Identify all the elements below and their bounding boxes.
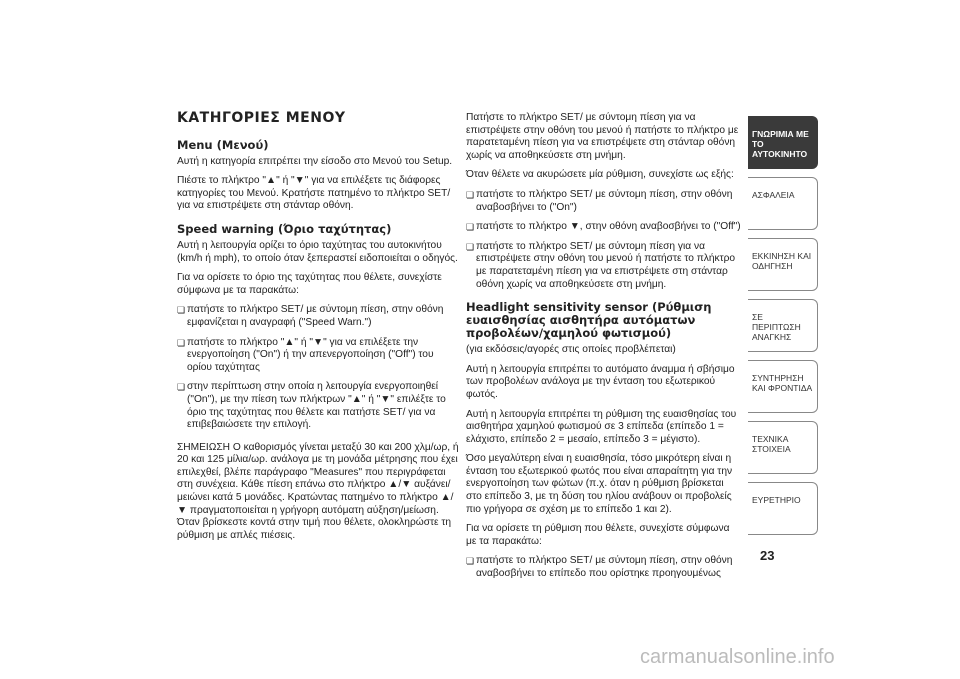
right-paragraph-1: Πατήστε το πλήκτρο SET/ με σύντομη πίεση για να επιστρέψετε στην οθόνη του μενού ή πατήστε το πλήκτρο με παρατεταμένη πίεση για να επιστρέψετε στη στάνταρ οθόνη χωρίς να αποθηκεύσετε στη μνήμη.	[466, 112, 739, 161]
tab-safety[interactable]: ΑΣΦΑΛΕΙΑ	[748, 177, 818, 230]
list-item: ❏ πατήστε το πλήκτρο ▼, στην οθόνη αναβοσβήνει το ("Off")	[466, 221, 742, 234]
list-item: ❏ πατήστε το πλήκτρο SET/ με σύντομη πίεση για να επιστρέψετε στην οθόνη του μενού ή πατήστε το πλήκτρο με παρατεταμένη πίεση για να επιστρέψετε στη στάνταρ οθόνη χωρίς να αποθηκεύσετε στη μνήμη.	[466, 241, 742, 291]
tab-maintenance[interactable]: ΣΥΝΤΗΡΗΣΗ ΚΑΙ ΦΡΟΝΤΙΔΑ	[748, 360, 818, 413]
right-paragraph-4: Αυτή η λειτουργία επιτρέπει τη ρύθμιση της ευαισθησίας του αισθητήρα χαμηλού φωτισμού σε 3 επίπεδα (επίπεδο 1 = ελάχιστο, επίπεδο 2 = μεσαίο, επίπεδο 3 = μέγιστο).	[466, 408, 737, 445]
tab-getting-to-know[interactable]: ΓΝΩΡΙΜΙΑ ΜΕ ΤΟ ΑΥΤΟΚΙΝΗΤΟ	[748, 116, 818, 169]
menu-paragraph-1: Αυτή η κατηγορία επιτρέπει την είσοδο στο Μενού του Setup.	[177, 155, 453, 167]
right-paragraph-2: Όταν θέλετε να ακυρώσετε μία ρύθμιση, συνεχίστε ως εξής:	[466, 169, 734, 181]
menu-heading: Menu (Μενού)	[177, 137, 269, 152]
list-item: ❏ πατήστε το πλήκτρο SET/ με σύντομη πίεση, στην οθόνη εμφανίζεται η αναγραφή ("Speed Warn.")	[177, 304, 459, 329]
watermark: carmanualsonline.info	[640, 646, 835, 668]
left-column	[177, 112, 459, 549]
speed-heading: Speed warning (Όριο ταχύτητας)	[177, 221, 392, 236]
right-paragraph-3: Αυτή η λειτουργία επιτρέπει το αυτόματο άναμμα ή σβήσιμο των προβολέων ανάλογα με την ένταση του εξωτερικού φωτός.	[466, 363, 735, 400]
headlight-heading: Headlight sensitivity sensor (Ρύθμιση ευαισθησίας αισθητήρα αυτόματων προβολέων/χαμηλού φωτισμού)	[466, 300, 712, 341]
list-item: ❏ πατήστε το πλήκτρο SET/ με σύντομη πίεση, στην οθόνη αναβοσβήνει το επίπεδο που ορίστηκε προηγουμένως	[466, 555, 742, 580]
headlight-subtitle: (για εκδόσεις/αγορές στις οποίες προβλέπεται)	[466, 344, 676, 356]
list-item: ❏ στην περίπτωση στην οποία η λειτουργία ενεργοποιηθεί ("On"), με την πίεση των πλήκτρων "▲" ή "▼" επιλέξτε το όριο της ταχύτητας που θέλετε και πατήστε SET/ για να επιβεβαιώσετε την επιλογή.	[177, 381, 459, 431]
page-number: 23	[760, 548, 775, 563]
right-paragraph-5: Όσο μεγαλύτερη είναι η ευαισθησία, τόσο μικρότερη είναι η ένταση του εξωτερικού φωτός που είναι απαραίτητη για την ενεργοποίηση των φώτων (π.χ. όταν η ρύθμιση βρίσκεται στο επίπεδο 3, με τη δύση του ηλίου ανάβουν οι προβολείς πιο γρήγορα σε σχέση με το επίπεδο 1 και 2).	[466, 453, 733, 515]
note-paragraph: ΣΗΜΕΙΩΣΗ Ο καθορισμός γίνεται μεταξύ 30 και 200 χλμ/ωρ, ή 20 και 125 μίλια/ωρ. ανάλογα με τη μονάδα μέτρησης που έχει επιλεχθεί, βλέπε παράγραφο "Measures" που περιγράφεται στη συνέχεια. Κάθε πίεση επάνω στο πλήκτρο ▲/▼ αυξάνει/μειώνει κατά 5 μονάδες. Κρατώντας πατημένο το πλήκτρο ▲/▼ πραγματοποιείται η γρήγορη αυτόματη αύξηση/μείωση. Όταν βρίσκεστε κοντά στην τιμή που θέλετε, ολοκληρώστε τη ρύθμιση με απλές πιέσεις.	[177, 441, 459, 541]
tab-technical-data[interactable]: ΤΕΧΝΙΚΑ ΣΤΟΙΧΕΙΑ	[748, 421, 818, 474]
menu-paragraph-2: Πιέστε το πλήκτρο "▲" ή "▼" για να επιλέξετε τις διάφορες κατηγορίες του Μενού. Κρατήστε πατημένο το πλήκτρο SET/ για να επιστρέψετε στη στάνταρ οθόνη.	[177, 175, 451, 212]
speed-paragraph-2: Για να ορίσετε το όριο της ταχύτητας που θέλετε, συνεχίστε σύμφωνα με τα παρακάτω:	[177, 272, 442, 296]
right-column	[466, 112, 742, 588]
tab-starting-driving[interactable]: ΕΚΚΙΝΗΣΗ ΚΑΙ ΟΔΗΓΗΣΗ	[748, 238, 818, 291]
list-item: ❏ πατήστε το πλήκτρο "▲" ή "▼" για να επιλέξετε την ενεργοποίηση ("On") ή την απενεργοποίηση ("Off") του ορίου ταχύτητας	[177, 337, 459, 375]
right-paragraph-6: Για να ορίσετε τη ρύθμιση που θέλετε, συνεχίστε σύμφωνα με τα παρακάτω:	[466, 523, 730, 547]
tab-emergency[interactable]: ΣΕ ΠΕΡΙΠΤΩΣΗ ΑΝΑΓΚΗΣ	[748, 299, 818, 352]
tab-index[interactable]: ΕΥΡΕΤΗΡΙΟ	[748, 482, 818, 535]
page-title: ΚΑΤΗΓΟΡΙΕΣ ΜΕΝΟΥ	[177, 110, 346, 126]
speed-paragraph-1: Αυτή η λειτουργία ορίζει το όριο ταχύτητας του αυτοκινήτου (km/h ή mph), το οποίο όταν ξεπεραστεί ειδοποιείται ο οδηγός.	[177, 239, 458, 264]
list-item: ❏ πατήστε το πλήκτρο SET/ με σύντομη πίεση, στην οθόνη αναβοσβήνει το ("On")	[466, 189, 742, 214]
section-tabs	[748, 116, 818, 543]
